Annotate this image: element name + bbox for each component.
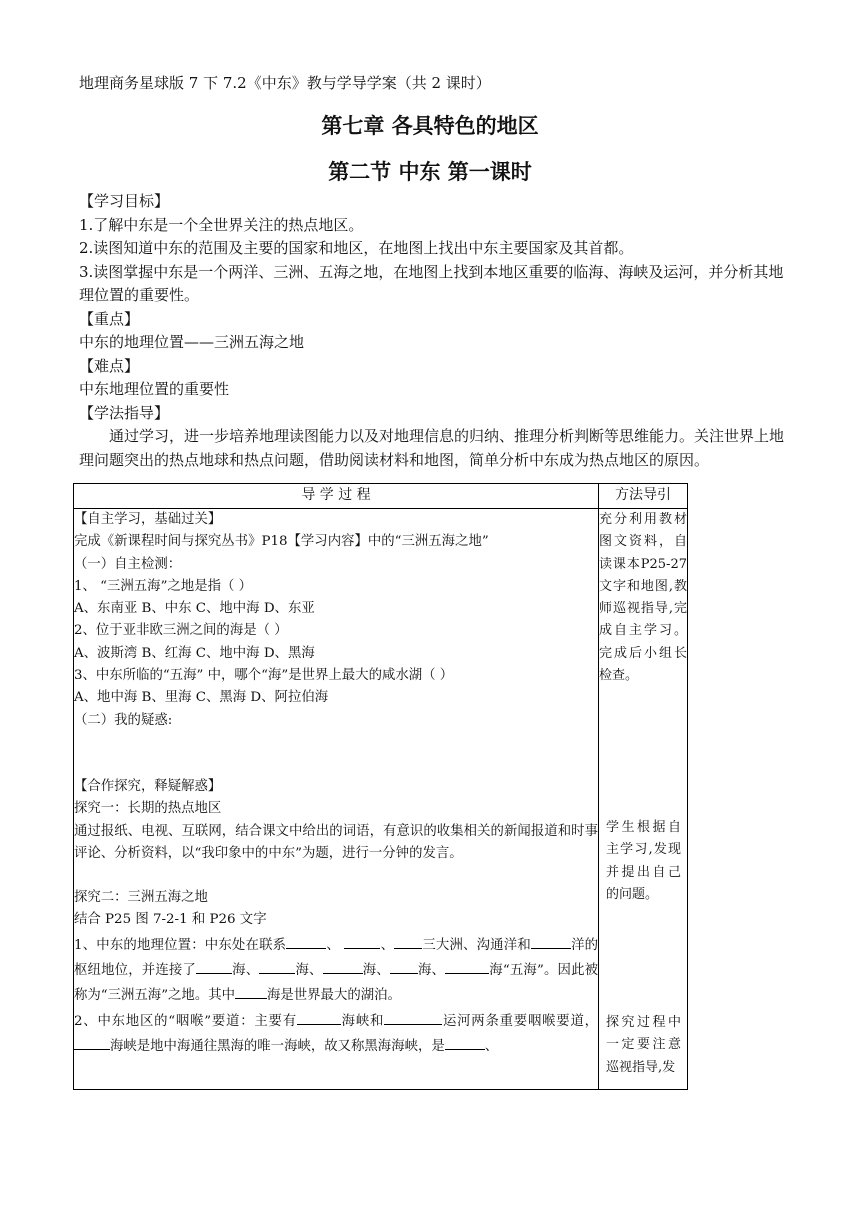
fill-blank[interactable]	[74, 1033, 110, 1050]
fill-blank[interactable]	[394, 932, 422, 949]
method-note-3: 探究过程中一定要注意巡视指导,发	[606, 1015, 681, 1075]
key-heading: 【重点】	[79, 309, 140, 328]
intro-section	[79, 190, 789, 472]
fill-blank[interactable]	[286, 932, 326, 949]
fill-blank[interactable]	[445, 1033, 485, 1050]
goal-item: 3.读图掌握中东是一个两洋、三洲、五海之地，在地图上找到本地区重要的临海、海峡及运河，并分析其地理位置的重要性。	[79, 262, 784, 304]
question-text: 、	[326, 937, 340, 953]
coop-heading: 【合作探究，释疑解惑】	[74, 778, 222, 794]
difficult-text: 中东地理位置的重要性	[79, 380, 230, 398]
fill-blank[interactable]	[297, 1008, 341, 1025]
fill-blank[interactable]	[323, 957, 363, 974]
question-1-options: A、东南亚 B、中东 C、地中海 D、东亚	[74, 601, 315, 617]
method-note-2: 学生根据自主学习,发现并提出自己的问题。	[606, 820, 681, 902]
question-text: 海“五海”。因此被称为“三洲五海”之地。其中	[74, 963, 599, 1004]
method-text: 通过学习，进一步培养地理读图能力以及对地理信息的归纳、推理分析判断等思维能力。关注世界上地理问题突出的热点地球和热点问题，借助阅读材料和地图，简单分析中东成为热点地区的原因。	[79, 427, 785, 469]
difficult-heading: 【难点】	[79, 356, 140, 375]
question-3-options: A、地中海 B、里海 C、黑海 D、阿拉伯海	[74, 690, 329, 706]
question-text: 洋和	[503, 937, 531, 953]
question-text: 洋的枢纽地位，并连接了	[74, 937, 599, 979]
explore-2-question-2	[74, 1008, 598, 1059]
question-text: 海峡和	[340, 1013, 385, 1029]
fill-blank[interactable]	[196, 957, 232, 974]
question-text: 1、中东的地理位置：中东处在联系	[74, 937, 287, 953]
question-text: 海、	[417, 963, 446, 979]
question-text: 海、	[295, 963, 323, 979]
question-text: 海、	[232, 963, 260, 979]
question-text: 三大洲、沟通	[422, 937, 504, 953]
fill-blank[interactable]	[259, 957, 295, 974]
method-heading: 【学法指导】	[79, 403, 170, 422]
fill-blank[interactable]	[531, 932, 571, 949]
question-text: 、	[484, 1038, 499, 1054]
document-title: 地理商务星球版 7 下 7.2《中东》教与学导学案（共 2 课时）	[79, 74, 491, 92]
question-text: 、	[380, 937, 395, 953]
process-cell	[74, 509, 599, 1090]
method-note-1: 充分利用教材图文资料，自读课本P25-27文字和地图,教师巡视指导,完成自主学习。完成后小组长检查。	[599, 512, 687, 684]
explore-2-title: 探究二：三洲五海之地	[74, 890, 208, 906]
header-method: 方法导引	[599, 484, 688, 509]
question-text: 运河两条重要咽喉要道，	[442, 1013, 599, 1029]
self-check-heading: （一）自主检测：	[74, 556, 182, 572]
section-title: 第二节 中东 第一课时	[328, 159, 532, 184]
explore-2-ref: 结合 P25 图 7-2-1 和 P26 文字	[74, 912, 267, 928]
chapter-title: 第七章 各具特色的地区	[321, 113, 539, 138]
question-text: 2、中东地区的“咽喉”要道：主要有	[74, 1013, 297, 1029]
question-text: 海、	[362, 963, 390, 979]
goal-item: 2.读图知道中东的范围及主要的国家和地区，在地图上找出中东主要国家及其首都。	[79, 239, 634, 257]
explore-1-title: 探究一：长期的热点地区	[74, 801, 222, 817]
question-2-options: A、波斯湾 B、红海 C、地中海 D、黑海	[74, 645, 315, 661]
self-study-heading: 【自主学习，基础过关】	[74, 512, 222, 527]
method-cell	[599, 509, 688, 1090]
goals-heading: 【学习目标】	[79, 192, 170, 210]
question-text: 海峡是地中海通往黑海的唯一海峡，故又称黑海海峡，是	[110, 1038, 445, 1054]
question-text: 海是世界最大的湖泊。	[267, 988, 401, 1004]
question-2: 2、位于亚非欧三洲之间的海是（ ）	[74, 623, 288, 639]
fill-blank[interactable]	[445, 957, 489, 974]
table-header-row	[74, 484, 688, 509]
fill-blank[interactable]	[235, 982, 267, 999]
key-text: 中东的地理位置——三洲五海之地	[79, 333, 305, 351]
lesson-table	[73, 483, 688, 1090]
question-3: 3、中东所临的“五海” 中，哪个“海”是世界上最大的咸水湖（ ）	[74, 668, 454, 684]
header-process: 导 学 过 程	[74, 484, 599, 509]
doubts-heading: （二）我的疑惑:	[74, 712, 173, 728]
explore-1-text: 通过报纸、电视、互联网，结合课文中给出的词语，有意识的收集相关的新闻报道和时事评论、分析资料，以“我印象中的中东”为题，进行一分钟的发言。	[74, 823, 598, 861]
explore-2-question-1	[74, 932, 598, 1008]
goal-item: 1.了解中东是一个全世界关注的热点地区。	[79, 215, 364, 234]
question-1: 1、 “三洲五海”之地是指（ ）	[74, 578, 253, 594]
fill-blank[interactable]	[384, 1008, 442, 1025]
self-study-task: 完成《新课程时间与探究丛书》P18【学习内容】中的“三洲五海之地”	[74, 534, 489, 550]
fill-blank[interactable]	[390, 957, 418, 974]
table-body-row	[74, 509, 688, 1090]
fill-blank[interactable]	[344, 932, 380, 949]
